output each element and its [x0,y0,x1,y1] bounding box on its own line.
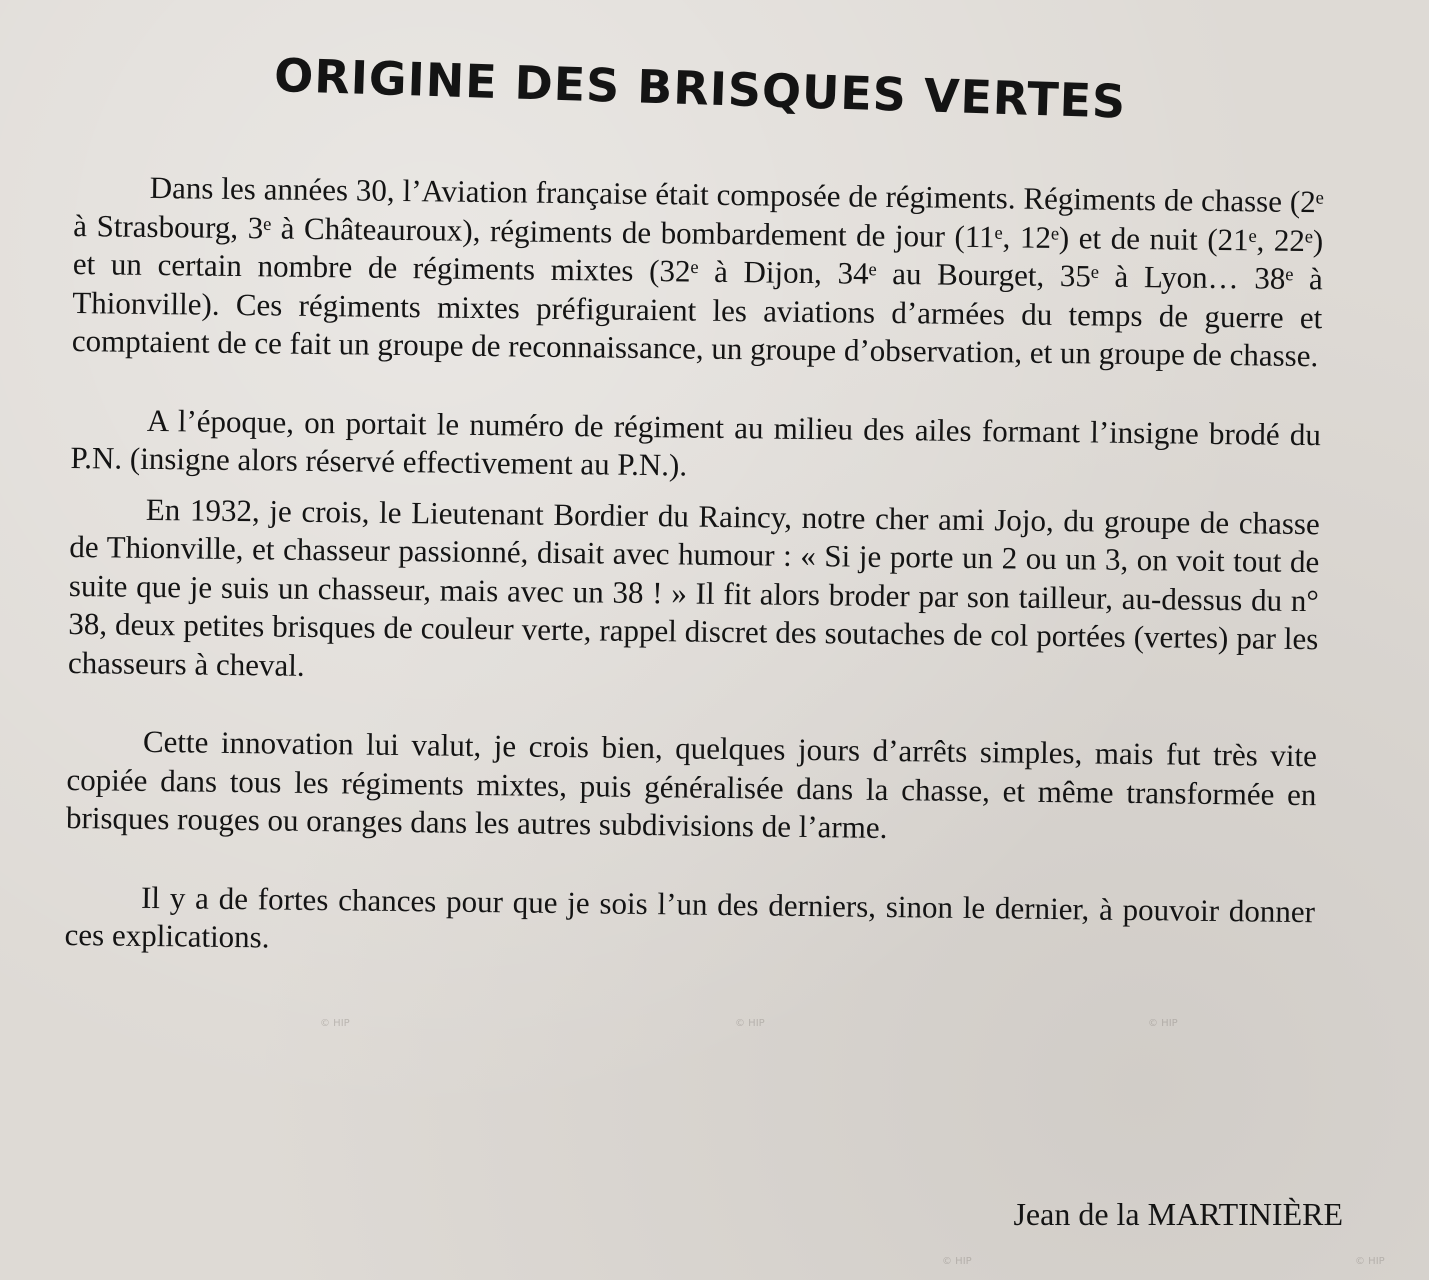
paragraph-5: Il y a de fortes chances pour que je sois l’un des derniers, sinon le dernier, à pouvoir donner ces explications. [64,879,1316,955]
watermark-text: © HIP [1148,1018,1178,1029]
paragraph-1: Dans les années 30, l’Aviation française était composée de régiments. Régiments de chasse (2ᵉ à Strasbourg, 3ᵉ à Châteauroux), régiments de bombardement de jour (11ᵉ, 12ᵉ) et de nuit (21ᵉ, 22ᵉ) et un certain nombre de régiments mixtes (32ᵉ à Dijon, 34ᵉ au Bourget, 35ᵉ à Lyon… 38ᵉ à Thionville). Ces régiments mixtes préfiguraient les aviations d’armées du temps de guerre et comptaient de ce fait un groupe de reconnaissance, un groupe d’observation, et un groupe de chasse. [71,169,1324,374]
paragraph-4: Cette innovation lui valut, je crois bien, quelques jours d’arrêts simples, mais fut très vite copiée dans tous les régiments mixtes, puis généralisée dans la chasse, et même transformée en brisques rouges ou oranges dans les autres subdivisions de l’arme. [65,723,1318,845]
watermark-text: © HIP [1355,1256,1385,1267]
document-body [64,168,1324,970]
paragraph-2: A l’époque, on portait le numéro de régiment au milieu des ailes formant l’insigne brodé du P.N. (insigne alors réservé effectivement au P.N.). [70,402,1322,483]
watermark-text: © HIP [320,1018,350,1029]
author-signature: Jean de la MARTINIÈRE [1013,1196,1343,1232]
document-title: ORIGINE DES BRISQUES VERTES [273,48,1127,129]
watermark-text: © HIP [942,1256,972,1267]
watermark-text: © HIP [735,1018,765,1029]
paragraph-3: En 1932, je crois, le Lieutenant Bordier du Raincy, notre cher ami Jojo, du groupe de chasse de Thionville, et chasseur passionné, disait avec humour : « Si je porte un 2 ou un 3, on voit tout de suite que je suis un chasseur, mais avec un 38 ! » Il fit alors broder par son tailleur, au-dessus du n° 38, deux petites brisques de couleur verte, rappel discret des soutaches de col portées (vertes) par les chasseurs à cheval. [67,491,1320,683]
